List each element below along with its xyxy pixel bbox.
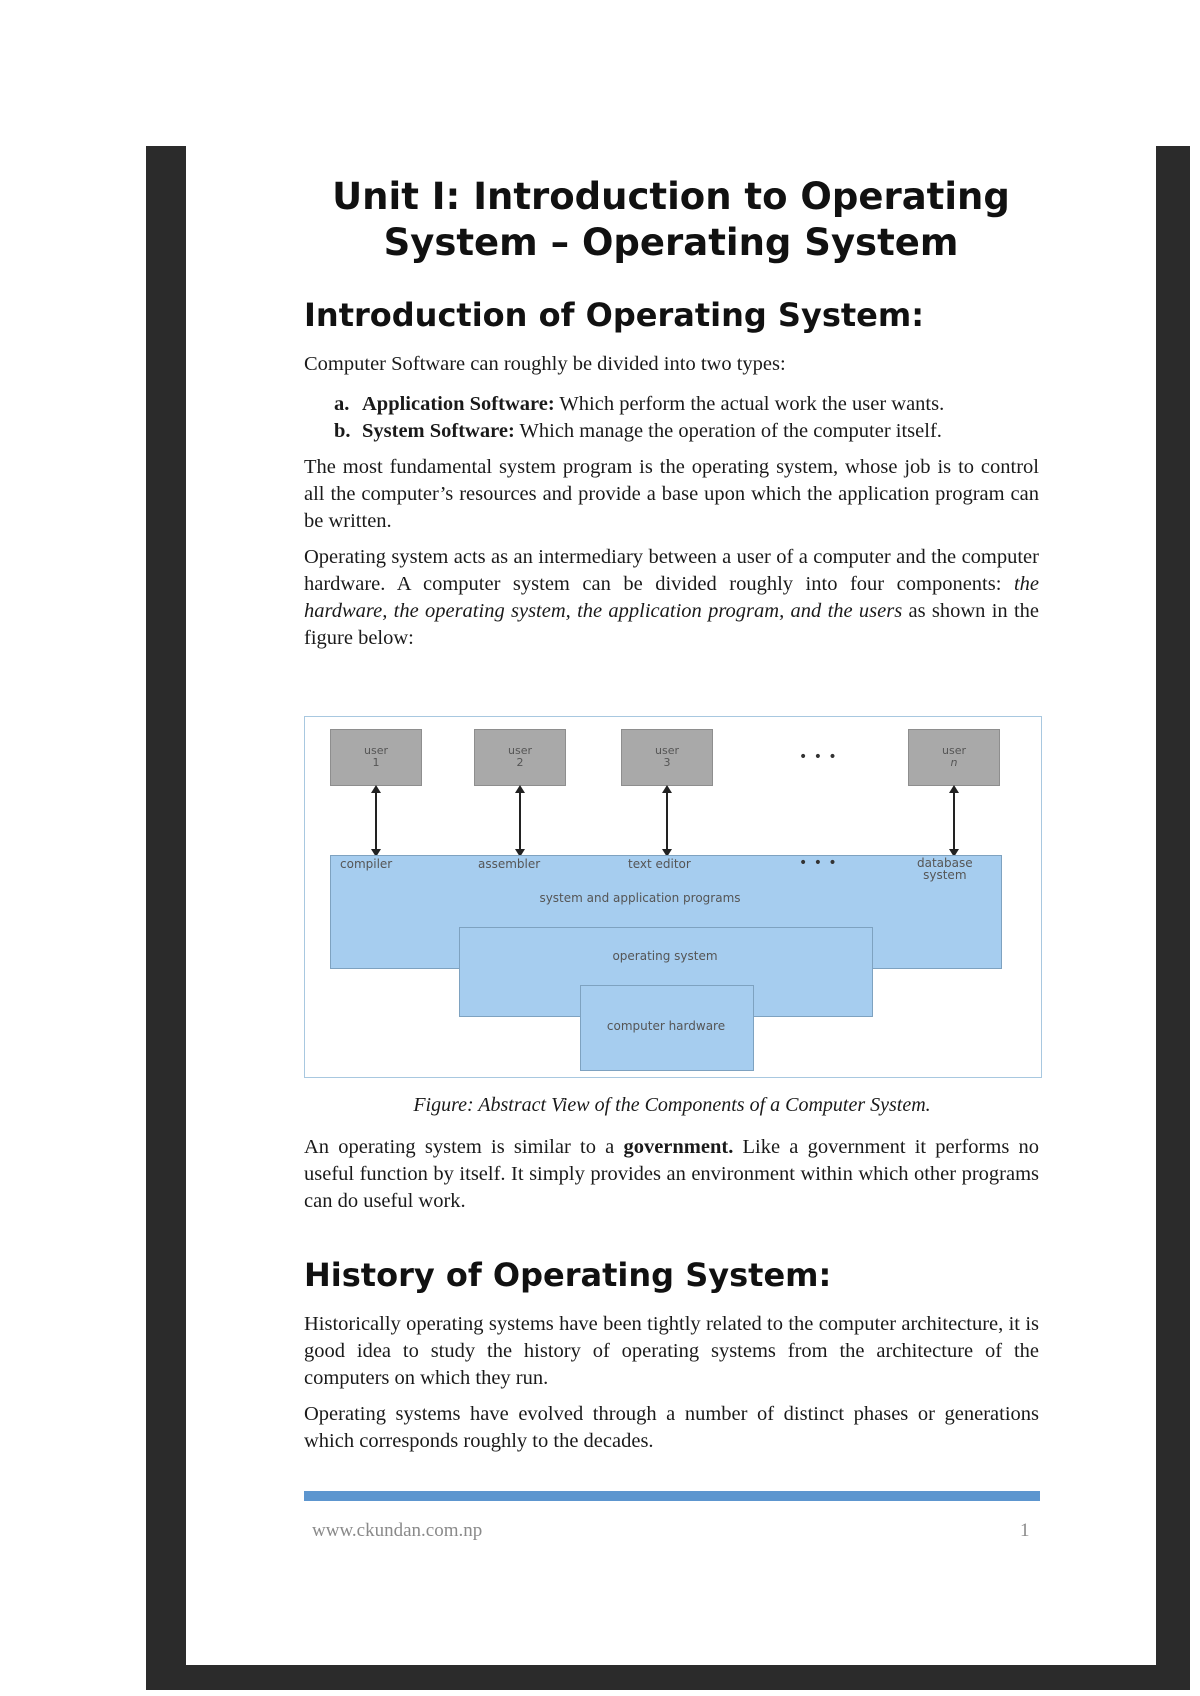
list-marker: b. <box>334 420 351 442</box>
list-item <box>334 418 1034 445</box>
user-label: user <box>364 744 388 757</box>
title-line-2: System – Operating System <box>383 221 959 264</box>
intro-heading: Introduction of Operating System: <box>304 296 924 334</box>
page-frame-bottom <box>146 1665 1190 1690</box>
history-heading: History of Operating System: <box>304 1256 832 1294</box>
assembler-label: assembler <box>478 857 541 871</box>
user-2-arrow <box>519 787 521 855</box>
user-number: 1 <box>372 756 380 769</box>
p3-components-italic: the hardware, the operating system, the application program, and the users <box>304 573 1039 622</box>
user-2-box <box>474 729 566 786</box>
user-label: user <box>655 744 679 757</box>
user-label: user <box>508 744 532 757</box>
intro-paragraph-2: The most fundamental system program is the operating system, whose job is to control all the computer’s resources and provide a base upon which the application program can be written. <box>304 456 1039 532</box>
database-system-label <box>917 857 973 881</box>
figure-caption: Figure: Abstract View of the Components of a Computer System. <box>413 1094 931 1116</box>
history-paragraph-2: Operating systems have evolved through a number of distinct phases or generations which corresponds roughly to the decades. <box>304 1403 1039 1452</box>
title-line-1: Unit I: Introduction to Operating <box>332 175 1010 218</box>
government-paragraph <box>304 1134 1039 1215</box>
database-line: system <box>923 868 967 882</box>
user-label: user <box>942 744 966 757</box>
page-title <box>186 174 1156 266</box>
programs-layer-label: system and application programs <box>539 891 741 905</box>
page-frame-left <box>146 146 186 1690</box>
operating-system-label: operating system <box>612 949 718 963</box>
text-editor-label: text editor <box>628 857 691 871</box>
programs-ellipsis: • • • <box>799 855 838 871</box>
footer-url[interactable]: www.ckundan.com.np <box>312 1520 483 1541</box>
document-page <box>186 146 1156 1665</box>
government-text-start: An operating system is similar to a <box>304 1136 624 1158</box>
footer-rule <box>304 1491 1040 1501</box>
government-text-end: Like a government it performs no useful function by itself. It simply provides an environment within which other programs can do useful work. <box>304 1136 1039 1212</box>
history-paragraph-1: Historically operating systems have been tightly related to the computer architecture, it is good idea to study the history of operating systems from the architecture of the computers on which they run. <box>304 1313 1039 1389</box>
computer-system-diagram <box>304 716 1042 1078</box>
user-3-arrow <box>666 787 668 855</box>
list-term: System Software: <box>362 420 515 442</box>
user-number: 3 <box>663 756 671 769</box>
page-number: 1 <box>1020 1520 1030 1541</box>
user-1-arrow <box>375 787 377 855</box>
user-1-box <box>330 729 422 786</box>
list-marker: a. <box>334 393 350 415</box>
users-ellipsis: • • • <box>799 749 838 765</box>
user-n-arrow <box>953 787 955 855</box>
computer-hardware-label: computer hardware <box>606 1019 726 1033</box>
software-types-list <box>334 391 1034 445</box>
user-3-box <box>621 729 713 786</box>
compiler-label: compiler <box>340 857 393 871</box>
p3-text-end: as shown in the figure below: <box>304 600 1039 649</box>
user-number: n <box>950 756 958 769</box>
user-n-box <box>908 729 1000 786</box>
intro-paragraph-1: Computer Software can roughly be divided into two types: <box>304 353 786 375</box>
page-frame-right <box>1156 146 1190 1690</box>
list-text: Which manage the operation of the computer itself. <box>514 420 942 442</box>
p3-text-start: Operating system acts as an intermediary between a user of a computer and the computer hardware. A computer system can be divided roughly into four components: <box>304 546 1039 595</box>
database-line: database <box>917 856 973 870</box>
list-term: Application Software: <box>362 393 555 415</box>
list-text: Which perform the actual work the user wants. <box>554 393 945 415</box>
government-bold: government. <box>623 1136 734 1158</box>
intro-paragraph-3 <box>304 544 1039 652</box>
list-item <box>334 391 1034 418</box>
user-number: 2 <box>516 756 524 769</box>
